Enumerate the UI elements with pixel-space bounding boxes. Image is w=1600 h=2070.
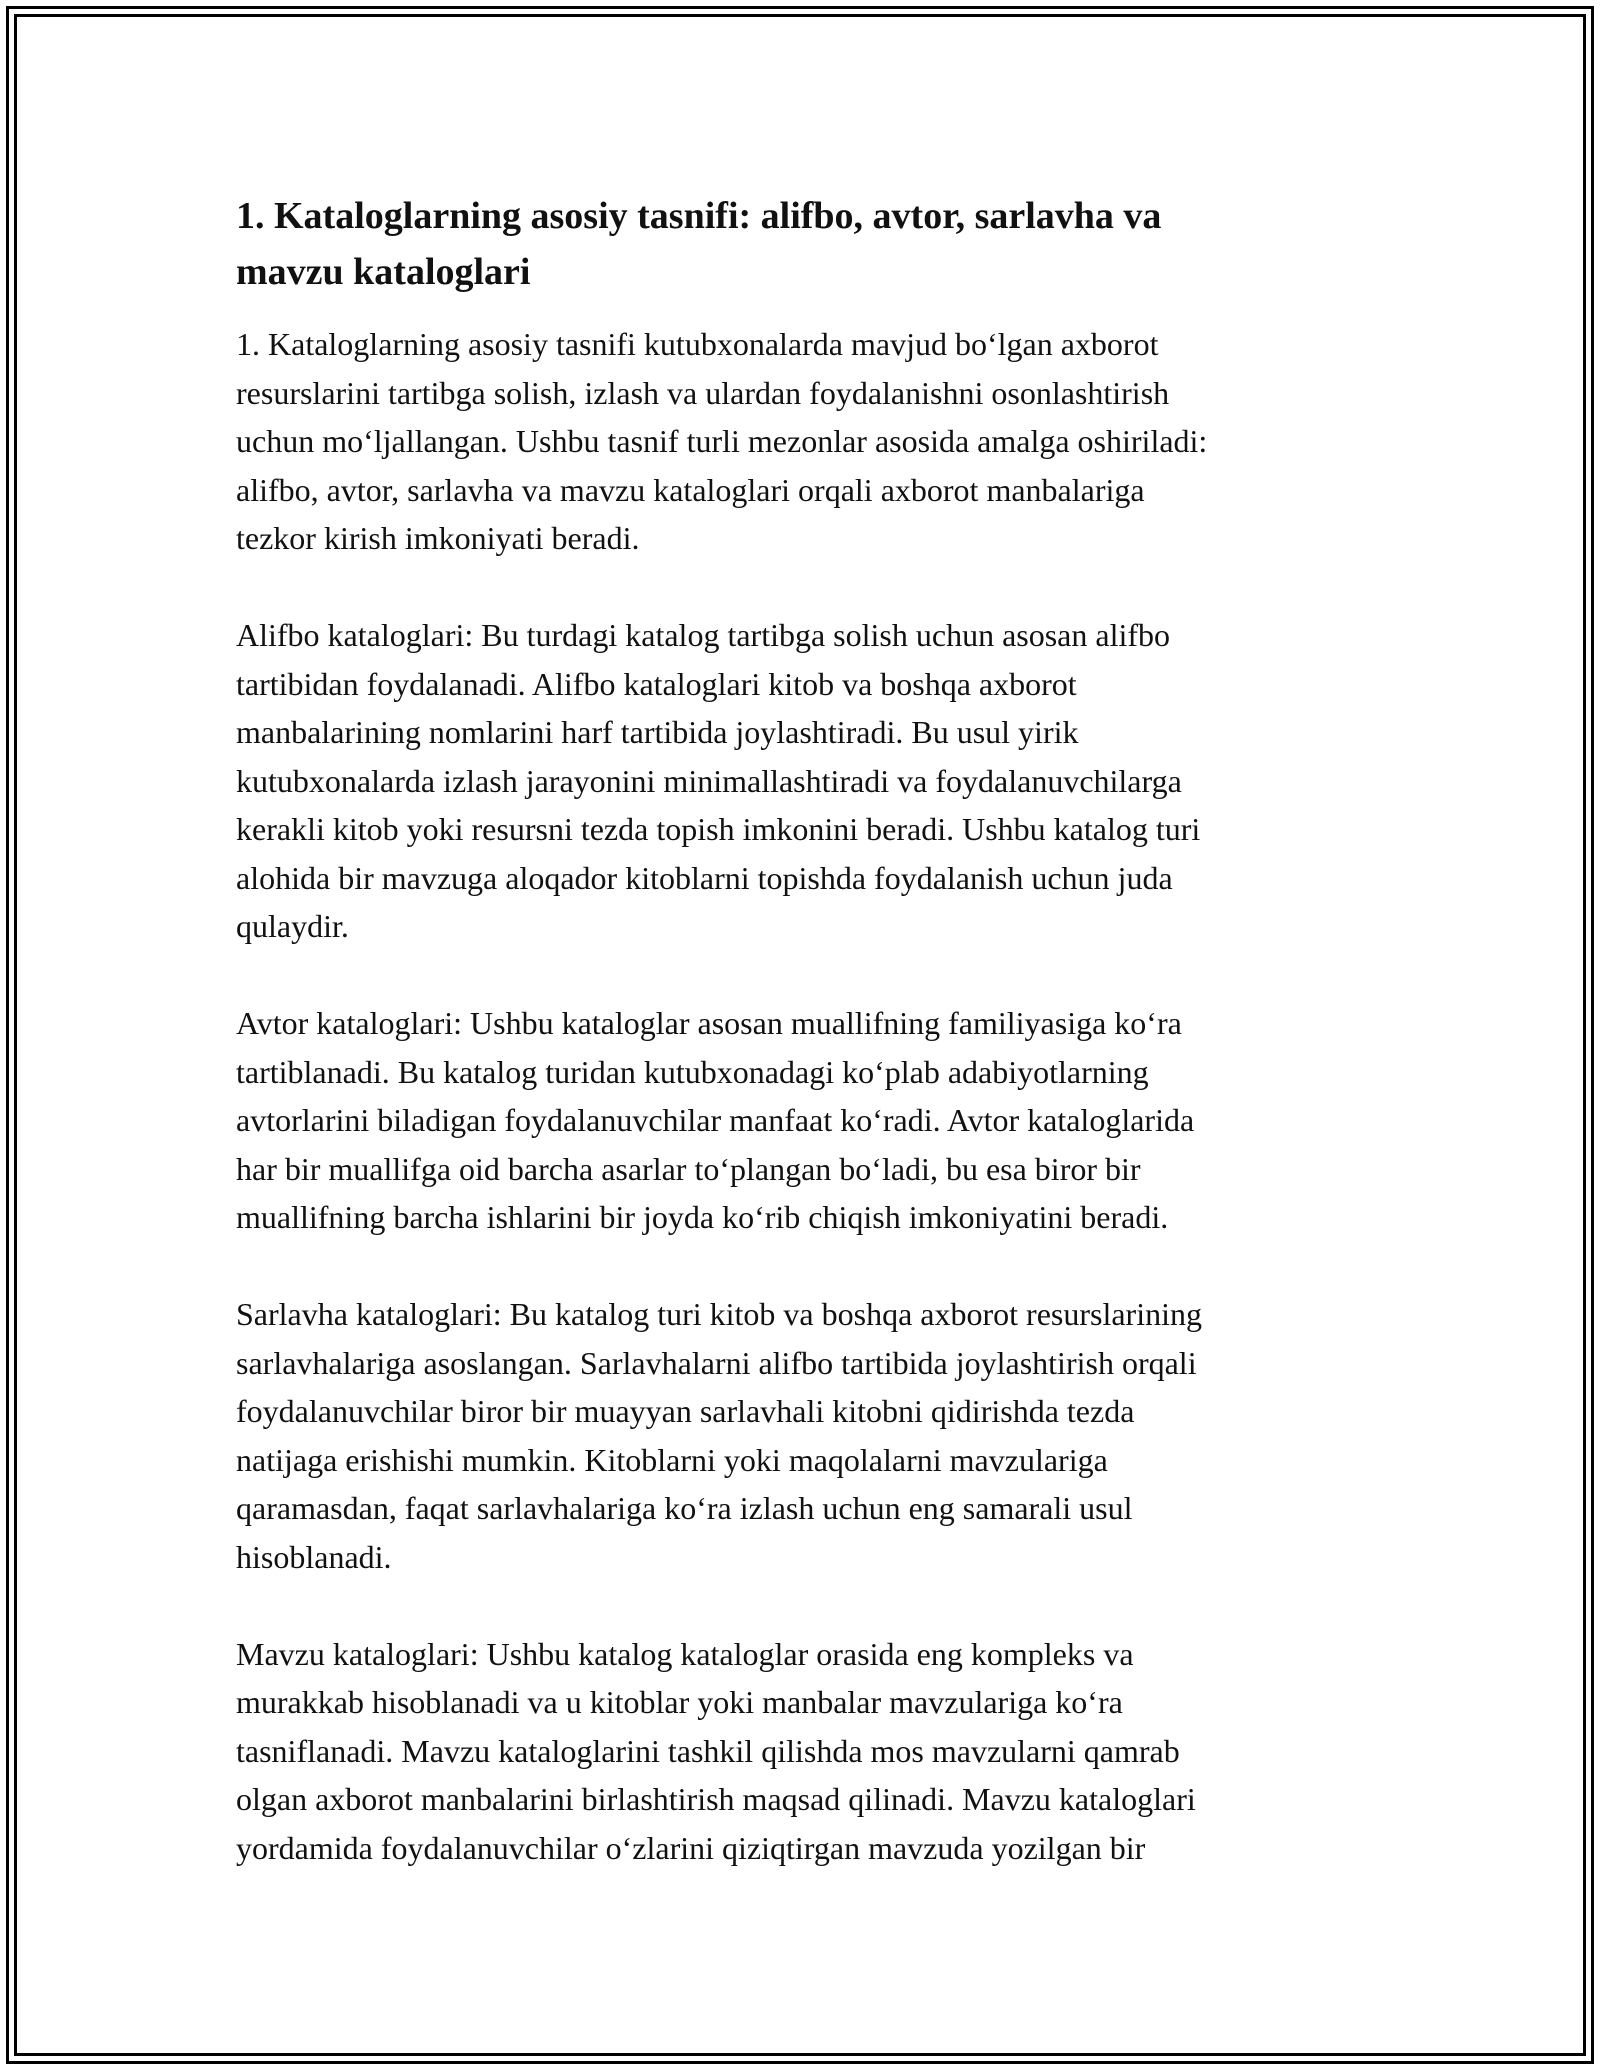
text-line: Alifbo kataloglari: Bu turdagi katalog tartibga solish uchun asosan alifbo bbox=[236, 617, 1171, 653]
text-line: manbalarining nomlarini harf tartibida joylashtiradi. Bu usul yirik bbox=[236, 714, 1079, 750]
paragraph-avtor bbox=[236, 999, 1356, 1242]
text-line: kutubxonalarda izlash jarayonini minimallashtiradi va foydalanuvchilarga bbox=[236, 762, 1182, 799]
document-body bbox=[236, 188, 1356, 1921]
text-line: tartibidan foydalanadi. Alifbo kataloglari kitob va boshqa axborot bbox=[236, 665, 1077, 702]
text-line: alohida bir mavzuga aloqador kitoblarni topishda foydalanish uchun juda bbox=[236, 859, 1173, 896]
text-line: natijaga erishishi mumkin. Kitoblarni yoki maqolalarni mavzulariga bbox=[236, 1441, 1108, 1478]
text-line: har bir muallifga oid barcha asarlar to‘plangan bo‘ladi, bu esa biror bir bbox=[236, 1150, 1141, 1187]
paragraph-sarlavha bbox=[236, 1290, 1356, 1581]
text-line: yordamida foydalanuvchilar o‘zlarini qiziqtirgan mavzuda yozilgan bir bbox=[236, 1829, 1146, 1866]
paragraph-alifbo bbox=[236, 611, 1356, 951]
text-line: qulaydir. bbox=[236, 908, 349, 944]
text-line: uchun mo‘ljallangan. Ushbu tasnif turli mezonlar asosida amalga oshiriladi: bbox=[236, 423, 1208, 459]
title-line: 1. Kataloglarning asosiy tasnifi: alifbo, avtor, sarlavha va bbox=[236, 195, 1162, 237]
text-line: tartiblanadi. Bu katalog turidan kutubxonadagi ko‘plab adabiyotlarning bbox=[236, 1053, 1149, 1090]
text-line: foydalanuvchilar biror bir muayyan sarlavhali kitobni qidirishda tezda bbox=[236, 1393, 1135, 1429]
document-title bbox=[236, 188, 1356, 300]
text-line: olgan axborot manbalarini birlashtirish maqsad qilinadi. Mavzu kataloglari bbox=[236, 1781, 1196, 1817]
text-line: qaramasdan, faqat sarlavhalariga ko‘ra izlash uchun eng samarali usul bbox=[236, 1490, 1133, 1526]
text-line: tezkor kirish imkoniyati beradi. bbox=[236, 520, 640, 556]
paragraph-intro bbox=[236, 320, 1356, 563]
text-line: tasniflanadi. Mavzu kataloglarini tashkil qilishda mos mavzularni qamrab bbox=[236, 1732, 1180, 1769]
text-line: alifbo, avtor, sarlavha va mavzu kataloglari orqali axborot manbalariga bbox=[236, 471, 1145, 508]
text-line: Sarlavha kataloglari: Bu katalog turi kitob va boshqa axborot resurslarining bbox=[236, 1296, 1202, 1332]
text-line: 1. Kataloglarning asosiy tasnifi kutubxonalarda mavjud bo‘lgan axborot bbox=[236, 326, 1159, 362]
text-line: hisoblanadi. bbox=[236, 1538, 392, 1575]
text-line: sarlavhalariga asoslangan. Sarlavhalarni alifbo tartibida joylashtirish orqali bbox=[236, 1344, 1197, 1381]
paragraph-mavzu bbox=[236, 1630, 1356, 1873]
text-line: resurslarini tartibga solish, izlash va ulardan foydalanishni osonlashtirish bbox=[236, 374, 1170, 411]
text-line: Avtor kataloglari: Ushbu kataloglar asosan muallifning familiyasiga ko‘ra bbox=[236, 1005, 1182, 1041]
text-line: Mavzu kataloglari: Ushbu katalog kataloglar orasida eng kompleks va bbox=[236, 1635, 1134, 1672]
text-line: kerakli kitob yoki resursni tezda topish imkonini beradi. Ushbu katalog turi bbox=[236, 811, 1201, 847]
text-line: muallifning barcha ishlarini bir joyda ko‘rib chiqish imkoniyatini beradi. bbox=[236, 1199, 1169, 1235]
text-line: avtorlarini biladigan foydalanuvchilar manfaat ko‘radi. Avtor kataloglarida bbox=[236, 1102, 1195, 1138]
title-line: mavzu kataloglari bbox=[236, 251, 531, 293]
text-line: murakkab hisoblanadi va u kitoblar yoki manbalar mavzulariga ko‘ra bbox=[236, 1684, 1123, 1720]
